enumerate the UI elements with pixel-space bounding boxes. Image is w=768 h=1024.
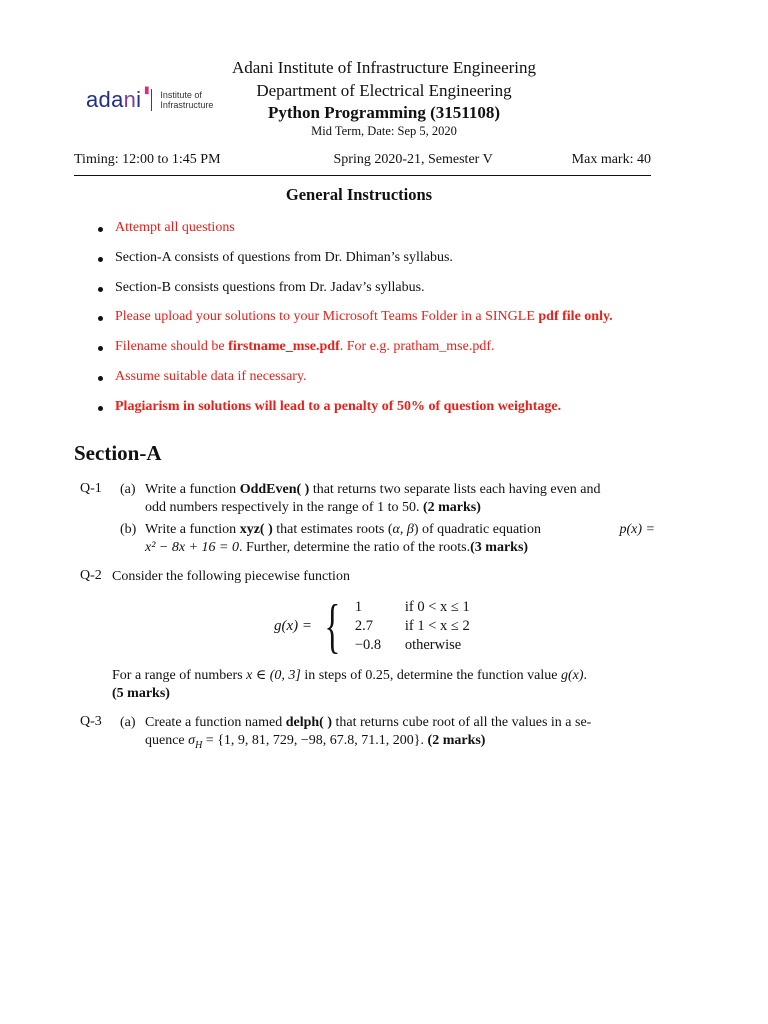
q2-number: Q-2 (80, 568, 102, 583)
logo-subtitle-line1: Institute of (160, 90, 202, 100)
bullet-icon (98, 287, 103, 292)
q1a-text: Write a function OddEven( ) that returns two separate lists each having even and odd numbers respectively in the range of 1 to 50. (2 marks) (145, 482, 601, 515)
q3a-text: Create a function named delph( ) that returns cube root of all the values in a se- quence $\sigma_H = \{1$, 9, 81, 729, −98, 67.8, 71.1, 200}. (2 marks) (145, 715, 592, 751)
instructions-list (95, 220, 695, 429)
piecewise-lhs: g(x) = (274, 617, 313, 634)
case-value: 1 (354, 598, 363, 615)
logo-subtitle-line2: Infrastructure (160, 100, 214, 110)
semester: Spring 2020-21, Semester V (333, 152, 493, 167)
case-value: −0.8 (354, 636, 382, 653)
piecewise-function (274, 593, 470, 659)
department-name: Department of Electrical Engineering (256, 81, 512, 100)
bullet-icon (98, 376, 103, 381)
exam-date: Mid Term, Date: Sep 5, 2020 (311, 124, 457, 138)
q2-range-text: For a range of numbers x ∈ (0, 3] in steps of 0.25, determine the function value g(x). (5 marks) (112, 668, 587, 701)
q1a-label: (a) (120, 482, 136, 497)
bullet-icon (98, 406, 103, 411)
q3-number: Q-3 (80, 714, 102, 729)
instruction-item: Section-A consists of questions from Dr. Dhiman’s syllabus. (95, 250, 695, 280)
timing: Timing: 12:00 to 1:45 PM (74, 152, 221, 167)
case-condition: otherwise (404, 636, 462, 653)
instruction-item: Attempt all questions (95, 220, 695, 250)
q1b-label: (b) (120, 522, 137, 537)
case-condition: if 0 < x ≤ 1 (404, 598, 470, 615)
course-title: Python Programming (3151108) (267, 103, 500, 122)
piecewise-cases (355, 598, 470, 655)
institute-name: Adani Institute of Infrastructure Engineering (231, 58, 536, 77)
bullet-icon (98, 316, 103, 321)
max-mark: Max mark: 40 (571, 152, 651, 167)
instruction-item: Section-B consists questions from Dr. Jadav’s syllabus. (95, 280, 695, 310)
instruction-item: Plagiarism in solutions will lead to a penalty of 50% of question weightage. (95, 399, 695, 429)
q1-number: Q-1 (80, 481, 102, 496)
logo-dot: ▮ (144, 85, 150, 96)
bullet-icon (98, 346, 103, 351)
left-brace-icon: { (324, 593, 341, 659)
bullet-icon (98, 227, 103, 232)
instruction-item: Please upload your solutions to your Microsoft Teams Folder in a SINGLE pdf file only. (95, 309, 695, 339)
q2-intro: Consider the following piecewise function (112, 569, 350, 584)
q3a-label: (a) (120, 715, 136, 730)
q1b-text: Write a function xyz( ) that estimates roots (α, β) of quadratic equation p(x) = x² − 8x + 16 = 0. Further, determine the ratio of the roots.(3 marks) (145, 522, 655, 555)
header-rule (74, 175, 651, 176)
case-condition: if 1 < x ≤ 2 (404, 617, 470, 634)
instruction-item: Filename should be firstname_mse.pdf. For e.g. pratham_mse.pdf. (95, 339, 695, 369)
case-value: 2.7 (354, 617, 373, 634)
instructions-title: General Instructions (285, 185, 433, 204)
bullet-icon (98, 257, 103, 262)
logo-wordmark: adani ▮ (86, 85, 150, 112)
instruction-item: Assume suitable data if necessary. (95, 369, 695, 399)
exam-meta-row (74, 152, 651, 168)
section-a-heading: Section-A (74, 441, 162, 465)
